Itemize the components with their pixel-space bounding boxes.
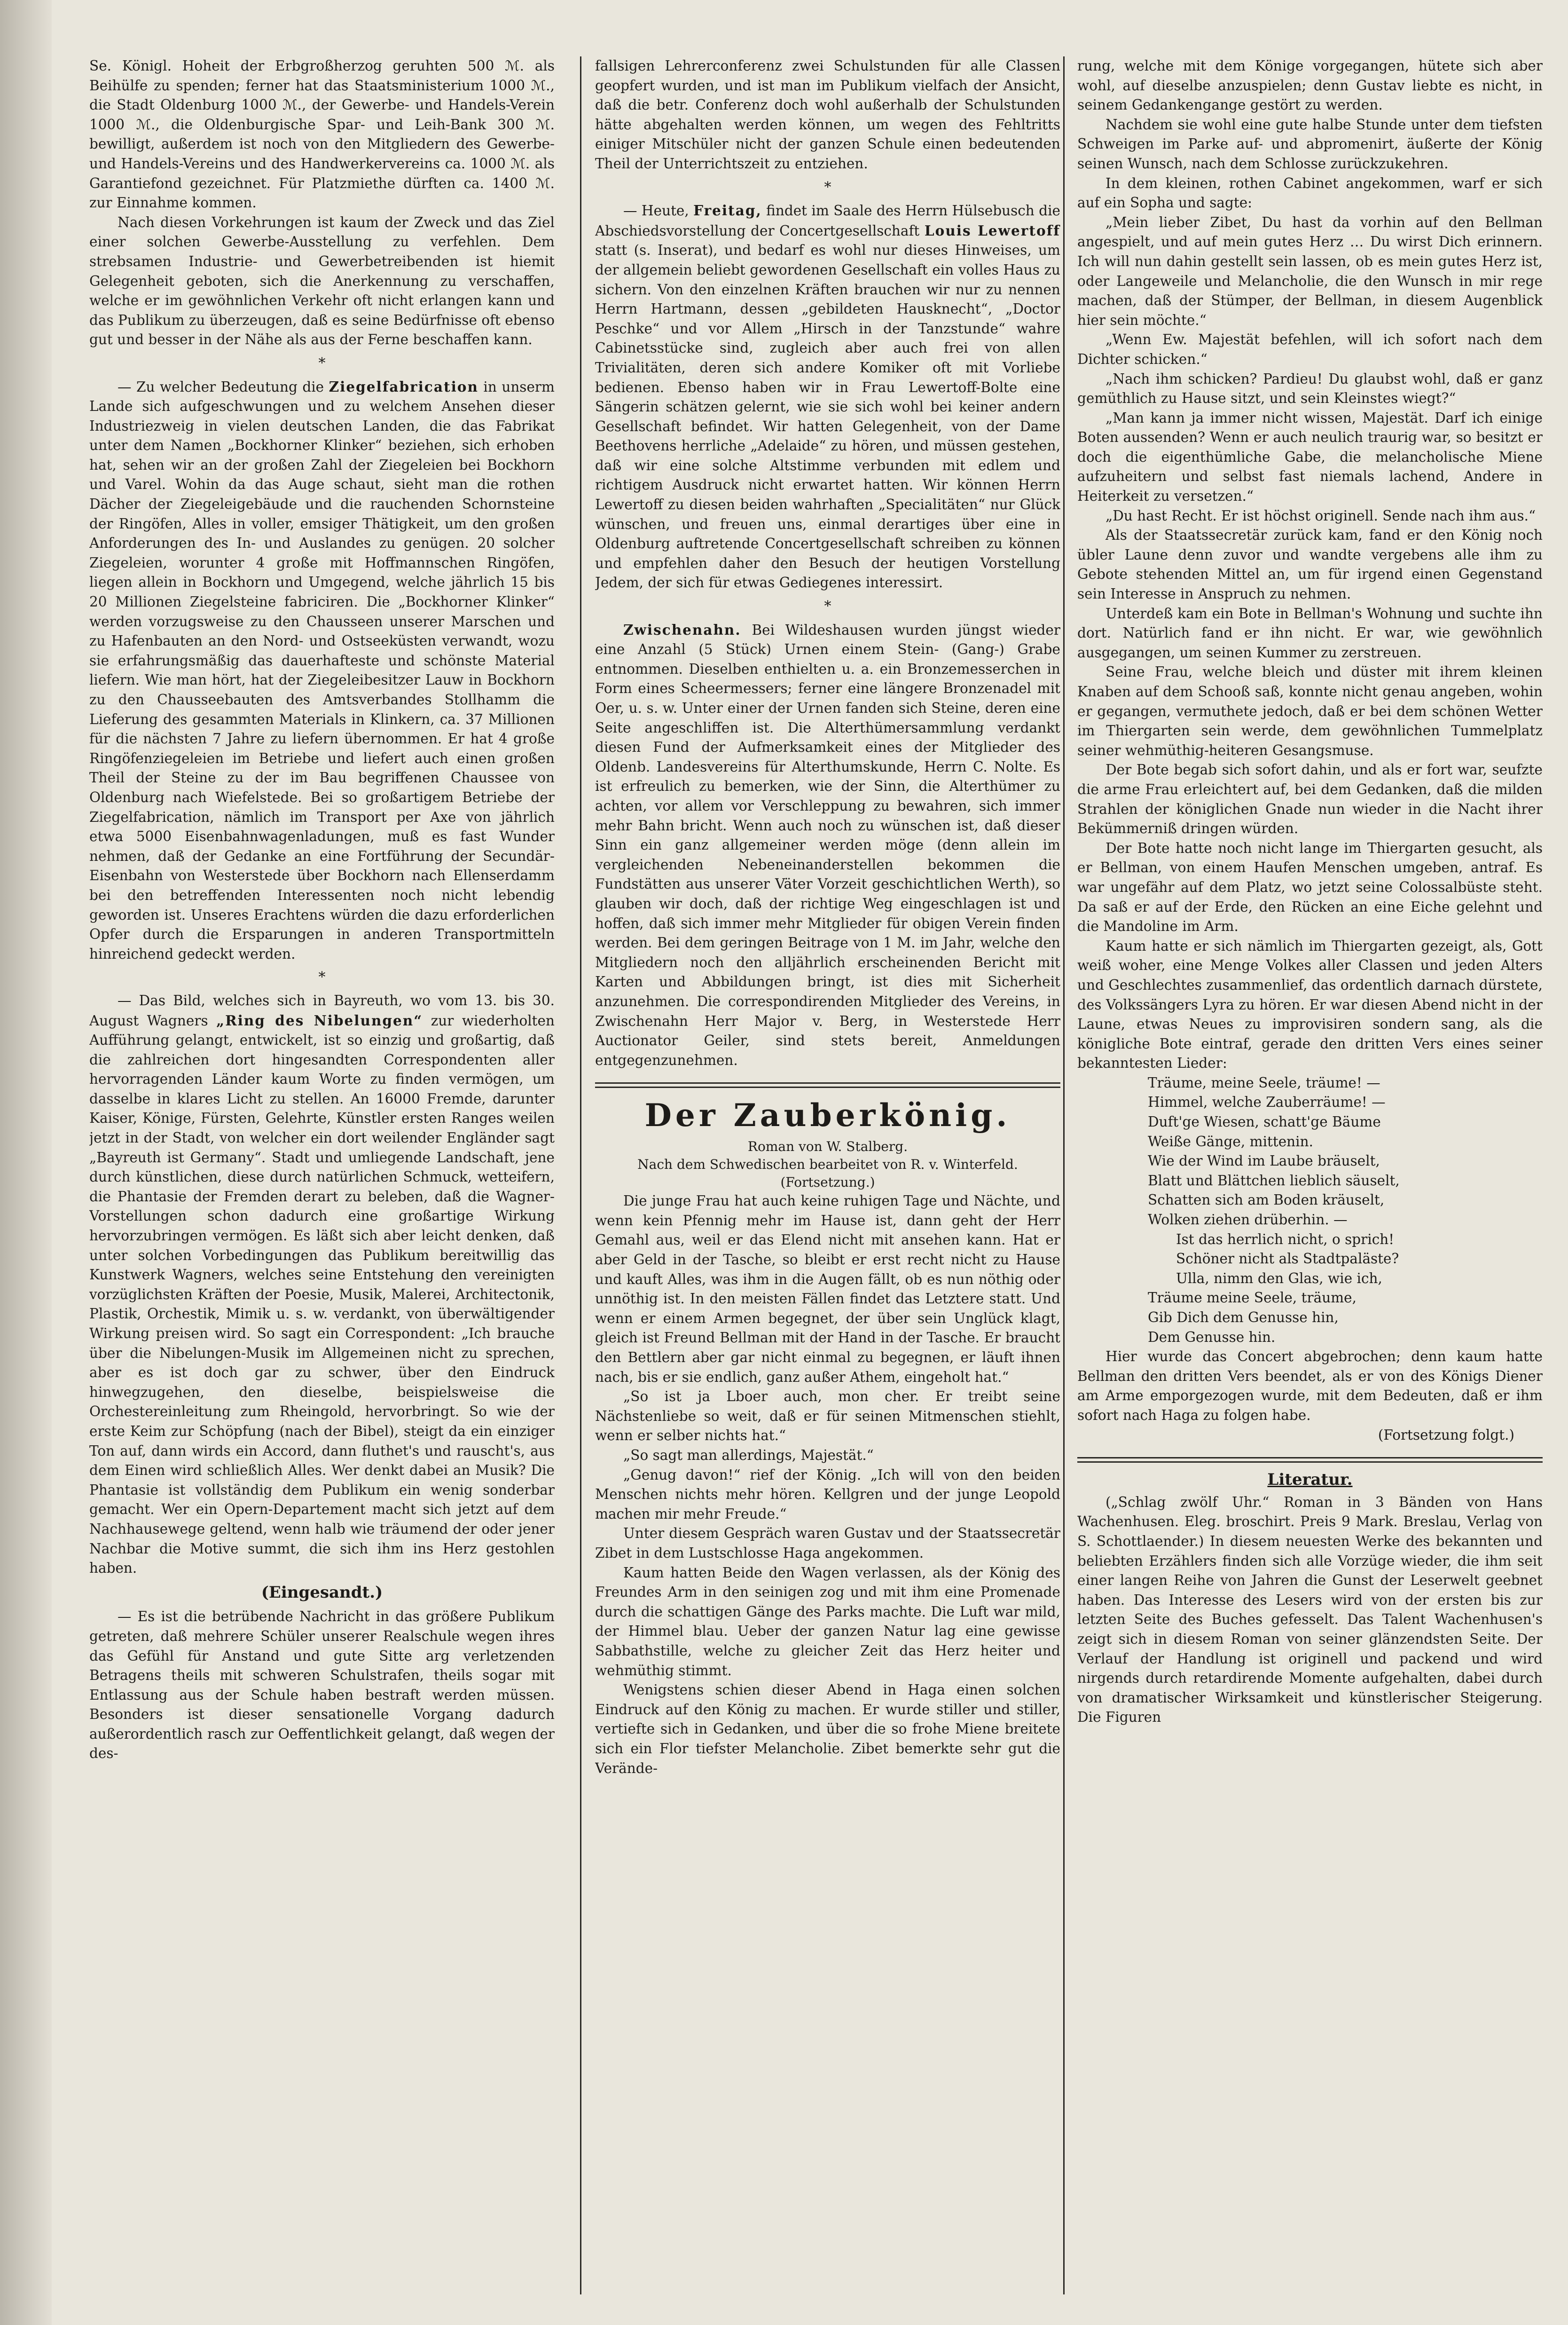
serial-paragraph: „Man kann ja immer nicht wissen, Majestät. Darf ich einige Boten aussenden? Wenn er auch neulich traurig war, so besitzt er doch die eigenthümliche Gabe, die melancholische Miene aufzuheitern und selbst fast niemals lachend, Andere in Heiterkeit zu versetzen.“ [1077,410,1543,504]
article-concert [595,201,1060,593]
verse-line: Duft'ge Wiesen, schatt'ge Bäume [1148,1114,1381,1130]
serial-to-be-continued: (Fortsetzung folgt.) [1378,1427,1514,1443]
serial-paragraph: Unter diesem Gespräch waren Gustav und der Staatssecretär Zibet in dem Lustschlosse Haga angekommen. [595,1525,1060,1561]
article-concert-intro: — Heute, [623,203,689,219]
article-bayreuth-keyword: „Ring des Nibelungen“ [216,1012,423,1029]
literature-rule [1077,1457,1543,1463]
serial-paragraph: Als der Staatssecretär zurück kam, fand er den König noch übler Laune denn zuvor und wandte vergebens alle ihm zu Gebote stehenden Mittel an, um für irgend einen Gegenstand sein Interesse in Anspruch zu nehmen. [1077,527,1543,602]
article-bayreuth-body: zur wiederholten Aufführung gelangt, entwickelt, ist so einzig und großartig, daß die zahlreichen dort hingesandten Correspondenten aller hervorragenden Länder kaum Worte zu finden vermögen, um dasselbe in klares Licht zu stellen. An 16000 Fremde, darunter Kaiser, Könige, Fürsten, Gelehrte, Künstler ersten Ranges weilen jetzt in der Stadt, von welcher ein dort weilender Engländer sagt „Bayreuth ist Germany“. Stadt und umliegende Landschaft, jene durch künstlichen, diese durch natürlichen Schmuck, wetteifern, die Phantasie der Fremden derart zu beleben, daß die Wagner-Vorstellungen schon dadurch eine großartige Wirkung hervorzubringen vermögen. Es läßt sich aber leicht denken, daß unter solchen Vorbedingungen das Publikum bereitwillig das Kunstwerk Wagners, welches seine Entstehung den vereinigten vorzüglichsten Kräften der Poesie, Musik, Malerei, Architectonik, Plastik, Orchestik, Mimik u. s. w. verdankt, von überwältigender Wirkung preisen wird. So sagt ein Correspondent: „Ich brauche über die Nibelungen-Musik im Allgemeinen nicht zu sprechen, aber es ist doch gar zu schwer, über den Eindruck hinwegzugehen, den dieselbe, beispielsweise die Orchestereinleitung zum Rheingold, hervorbringt. So wie der erste Keim zur Schöpfung (nach der Bibel), steigt da ein einziger Ton auf, dann wirds ein Accord, dann fluthet's und rauscht's, aus dem Einen wird schließlich Alles. Wer denkt dabei an Musik? Die Phantasie ist vollständig dem Publikum ein wenig sonderbar gemacht. Wer ein Opern-Departement macht sich jetzt auf dem Nachhausewege geltend, wenn halb wie träumend der oder jener Nachbar die Motive summt, die sich ihm ins Herz gestohlen haben. [89,1012,555,1576]
article-concert-text1: findet im Saale des Herrn Hülsebusch die Abschiedsvorstellung der Concertgesellschaft [595,203,1060,239]
column-rule [1063,56,1065,2294]
serial-paragraph: „Wenn Ew. Majestät befehlen, will ich sofort nach dem Dichter schicken.“ [1077,331,1543,367]
feuilleton-rule [595,1082,1060,1088]
verse-line: Ulla, nimm den Glas, wie ich, [1176,1270,1382,1286]
serial-continuation: (Fortsetzung.) [780,1174,875,1190]
article-zwischenahn [595,620,1060,1071]
article-zwischenahn-place: Zwischenahn. [623,621,741,638]
article-bayreuth [89,991,555,1578]
article-concert-day: Freitag, [693,202,762,219]
verse-line: Gib Dich dem Genusse hin, [1148,1309,1339,1325]
section-heading-literatur: Literatur. [1267,1470,1353,1490]
serial-title: Der Zauberkönig. [644,1097,1011,1134]
article-brick-intro: — Zu welcher Bedeutung die [118,378,324,395]
article-realschule-cont: fallsigen Lehrerconferenz zwei Schulstunden für alle Classen geopfert wurden, und ist man im Publikum vielfach der Ansicht, daß die betr. Conferenz doch wohl außerhalb der Schulstunden hätte abgehalten werden können, um wegen des Fehltritts einiger Mitschüler nicht der ganzen Schule einen bedeutenden Theil der Unterrichtszeit zu entziehen. [595,58,1060,172]
serial-paragraph: Nachdem sie wohl eine gute halbe Stunde unter dem tiefsten Schweigen im Parke auf- und abpromenirt, äußerte der König seinen Wunsch, nach dem Schlosse zurückzukehren. [1077,116,1543,172]
verse-line: Wie der Wind im Laube bräuselt, [1148,1153,1380,1169]
section-separator: * [318,969,326,986]
verse-line: Träume, meine Seele, träume! — [1148,1074,1380,1091]
serial-paragraph: In dem kleinen, rothen Cabinet angekommen, warf er sich auf ein Sopha und sagte: [1077,175,1543,211]
verse-line: Schöner nicht als Stadtpaläste? [1176,1251,1399,1267]
serial-paragraph: Kaum hatte er sich nämlich im Thiergarten gezeigt, als, Gott weiß woher, eine Menge Volkes aller Classen und jeden Alters und Geschlechtes zusammenlief, das ordentlich darnach dürstete, des Volkssängers Lyra zu hören. Er war diesen Abend nicht in der Laune, etwas Neues zu improvisiren sondern sang, als die königliche Bote eintraf, gerade den dritten Vers eines seiner bekanntesten Lieder: [1077,938,1543,1072]
serial-translation: Nach dem Schwedischen bearbeitet von R. v. Winterfeld. [637,1157,1018,1173]
article-bayreuth-intro: — Das Bild, welches sich in Bayreuth, wo vom 13. bis 30. August Wagners [89,992,555,1029]
article-zwischenahn-body: Bei Wildeshausen wurden jüngst wieder eine Anzahl (5 Stück) Urnen einem Stein- (Gang-) Grabe entnommen. Dieselben enthielten u. a. ein Bronzemesserchen in Form eines Scheermessers; ferner eine längere Bronzenadel mit Oer, u. s. w. Unter einer der Urnen fanden sich Steine, deren eine Seite angeschliffen ist. Die Alterthümersammlung verdankt diesen Fund der Aufmerksamkeit eines der Mitglieder des Oldenb. Landesvereins für Alterthumskunde, Herrn C. Nolte. Es ist erfreulich zu bemerken, wie der Sinn, die Alterthümer zu achten, vor allem vor Verschleppung zu bewahren, sich immer mehr Bahn bricht. Wenn auch noch zu wünschen ist, daß dieser Sinn ein ganz allgemeiner werden möge (denn allein im vergleichenden Nebeneinanderstellen bekommen die Fundstätten aus unserer Väter Vorzeit geschichtlichen Werth), so glauben wir doch, daß der richtige Weg eingeschlagen ist und hoffen, daß sich immer mehr Mitglieder für obigen Verein finden werden. Bei dem geringen Beitrage von 1 M. im Jahr, welche den Mitgliedern noch den alljährlich erscheinenden Bericht mit Karten und Abbildungen bringt, ist dies mit Sicherheit anzunehmen. Die correspondirenden Mitglieder des Vereins, in Zwischenahn Herr Major v. Berg, in Westerstede Herr Auctionator Geiler, sind stets bereit, Anmeldungen entgegenzunehmen. [595,622,1060,1068]
serial-paragraph: „Genug davon!“ rief der König. „Ich will von den beiden Menschen nichts mehr hören. Kellgren und der junge Leopold machen mir mehr Freude.“ [595,1466,1060,1522]
article-brick-keyword: Ziegelfabrication [329,378,478,395]
serial-paragraph: Seine Frau, welche bleich und düster mit ihrem kleinen Knaben auf dem Schooß saß, konnte nicht genau angeben, wohin er gegangen, vermuthete jedoch, daß er bei dem schönen Wetter im Thiergarten sein werde, dem gewöhnlichen Tummelplatz seiner wehmüthig-heiteren Gesangsmuse. [1077,664,1543,758]
article-concert-name: Louis Lewertoff [924,222,1060,239]
serial-paragraph: „Mein lieber Zibet, Du hast da vorhin auf den Bellman angespielt, und auf mein gutes Herz … Du wirst Dich erinnern. Ich will nun dahin gestellt sein lassen, ob es mein gutes Herz ist, oder Langeweile und Melancholie, die den Wunsch in mir rege machen, daß der Stümper, der Bellman, in diesem Augenblick hier sein möchte.“ [1077,214,1543,328]
song-verse [1077,1073,1543,1347]
binding-shadow [0,0,52,2325]
verse-line: Ist das herrlich nicht, o sprich! [1176,1231,1395,1247]
section-separator: * [318,355,326,371]
serial-paragraph: Unterdeß kam ein Bote in Bellman's Wohnung und suchte ihn dort. Natürlich fand er ihn nicht. Er war, wie gewöhnlich ausgegangen, um seinen Kummer zu zerstreuen. [1077,605,1543,661]
verse-line: Himmel, welche Zauberräume! — [1148,1094,1386,1111]
literature-review: („Schlag zwölf Uhr.“ Roman in 3 Bänden von Hans Wachenhusen. Eleg. broschirt. Preis 9 Mark. Breslau, Verlag von S. Schottlaender.) In diesem neuesten Werke des bekannten und beliebten Erzählers finden sich alle Vorzüge wieder, die ihm seit einer langen Reihe von Jahren die Gunst der Leserwelt geebnet haben. Das Interesse des Lesers wird von der ersten bis zur letzten Seite des Buches gefesselt. Das Talent Wachenhusen's zeigt sich in diesem Roman von seiner glänzendsten Seite. Der Verlauf der Handlung ist originell und packend und wird nirgends durch retardirende Momente aufgehalten, dabei durch von dramatischer Wirksamkeit und künstlerischer Steigerung. Die Figuren [1077,1494,1543,1726]
article-exhibition-purpose: Nach diesen Vorkehrungen ist kaum der Zweck und das Ziel einer solchen Gewerbe-Ausstellung zu verfehlen. Dem strebsamen Industrie- und Gewerbetreibenden ist hiemit Gelegenheit geboten, sich die Anerkennung zu verschaffen, welche er im gewöhnlichen Verkehr oft nicht erlangen kann und das Publikum zu überzeugen, daß es seine Bedürfnisse oft ebenso gut und besser in der Nähe als aus der Ferne beschaffen kann. [89,214,555,348]
column-3 [1077,56,1543,2294]
serial-byline: Roman von W. Stalberg. [747,1139,908,1155]
serial-paragraph: Der Bote hatte noch nicht lange im Thiergarten gesucht, als er Bellman, von einem Haufen Menschen umgeben, antraf. Es war ungefähr auf dem Platz, wo jetzt seine Colossalbüste steht. Da saß er auf der Erde, den Rücken an eine Eiche gelehnt und die Mandoline im Arm. [1077,840,1543,935]
article-brick-body: in unserm Lande sich aufgeschwungen und zu welchem Ansehen dieser Industriezweig in vielen deutschen Landen, die das Fabrikat unter dem Namen „Bockhorner Klinker“ beziehen, sich erhoben hat, sehen wir an der großen Zahl der Ziegeleien bei Bockhorn und Varel. Wohin da das Auge schaut, sieht man die rothen Dächer der Ziegeleigebäude und die rauchenden Schornsteine der Ringöfen, Alles in voller, emsiger Thätigkeit, um den großen Anforderungen des In- und Auslandes zu genügen. 20 solcher Ziegeleien, worunter 4 große mit Hoffmannschen Ringöfen, liegen allein in Bockhorn und Umgegend, welche jährlich 15 bis 20 Millionen Ziegelsteine fabriciren. Die „Bockhorner Klinker“ werden vorzugsweise zu den Chausseen unserer Marschen und zu Hafenbauten an den Nord- und Ostseeküsten verwandt, wozu sie erfahrungsmäßig das dauerhafteste und schönste Material liefern. Wie man hört, hat der Ziegeleibesitzer Lauw in Bockhorn zu den Chausseebauten des Amtsverbandes Stollhamm die Lieferung des gesammten Materials in Klinkern, ca. 37 Millionen für die nächsten 7 Jahre zu liefern übernommen. Er hat 4 große Ringöfenziegeleien im Betriebe und liefert auch einen großen Theil der Steine zu der im Bau begriffenen Chaussee von Oldenburg nach Wiefelstede. Bei so großartigem Betriebe der Ziegelfabrication, nämlich im Transport per Axe von jährlich etwa 5000 Eisenbahnwagenladungen, muß es fast Wunder nehmen, daß der Gedanke an eine Fortführung der Secundär-Eisenbahn von Westerstede über Bockhorn nach Ellenserdamm bei den betreffenden Interessenten noch nicht lebendig geworden ist. Unseres Erachtens würden die dazu erforderlichen Opfer durch die Ersparungen in anderen Transportmitteln hinreichend gedeckt werden. [89,378,555,962]
verse-line: Weiße Gänge, mittenin. [1148,1133,1313,1150]
column-2 [595,56,1060,2294]
serial-paragraph: „Du hast Recht. Er ist höchst originell. Sende nach ihm aus.“ [1105,507,1536,524]
section-separator: * [824,179,831,196]
serial-paragraph: Hier wurde das Concert abgebrochen; denn kaum hatte Bellman den dritten Vers beendet, als er von des Königs Diener am Arme emporgezogen wurde, mit dem Bedeuten, daß er ihm sofort nach Haga zu folgen habe. [1077,1348,1543,1423]
verse-line: Dem Genusse hin. [1148,1329,1276,1345]
verse-line: Schatten sich am Boden kräuselt, [1148,1192,1385,1208]
verse-line: Träume meine Seele, träume, [1148,1290,1356,1306]
article-brick-industry [89,377,555,964]
verse-line: Blatt und Blättchen lieblich säuselt, [1148,1172,1400,1189]
serial-paragraph: rung, welche mit dem Könige vorgegangen, hütete sich aber wohl, auf dieselbe anzuspielen; denn Gustav liebte es nicht, in seinem Gedankengange gestört zu werden. [1077,58,1543,113]
serial-paragraph: Kaum hatten Beide den Wagen verlassen, als der König des Freundes Arm in den seinigen zog und mit ihm eine Promenade durch die schattigen Gänge des Parks machte. Die Luft war mild, der Himmel blau. Ueber der ganzen Natur lag eine gewisse Sabbathstille, welche zu gleicher Zeit das Herz heiter und wehmüthig stimmt. [595,1564,1060,1679]
serial-paragraph: „So ist ja Lboer auch, mon cher. Er treibt seine Nächstenliebe so weit, daß er für seinen Mitmenschen stiehlt, wenn er selber nichts hat.“ [595,1388,1060,1444]
serial-paragraph: „So sagt man allerdings, Majestät.“ [623,1447,874,1463]
serial-paragraph: „Nach ihm schicken? Pardieu! Du glaubst wohl, daß er ganz gemüthlich zu Hause sitzt, und sein Kleinstes wiegt?“ [1077,370,1543,407]
serial-paragraph: Wenigstens schien dieser Abend in Haga einen solchen Eindruck auf den König zu machen. Er wurde stiller und stiller, vertiefte sich in Gedanken, und über die so frohe Miene breitete sich ein Flor tiefster Melancholie. Zibet bemerkte sehr gut die Verände- [595,1682,1060,1776]
article-realschule: — Es ist die betrübende Nachricht in das größere Publikum getreten, daß mehrere Schüler unserer Realschule wegen ihres das Gefühl für Anstand und gute Sitte arg verletzenden Betragens theils mit schweren Schulstrafen, theils sogar mit Entlassung aus der Schule haben bestraft werden müssen. Besonders ist dieser sensationelle Vorgang dadurch außerordentlich rasch zur Oeffentlichkeit gelangt, daß wegen der des- [89,1608,555,1762]
serial-paragraph: Die junge Frau hat auch keine ruhigen Tage und Nächte, und wenn kein Pfennig mehr im Hause ist, dann geht der Herr Gemahl aus, weil er das Elend nicht mit ansehen kann. Hat er aber Geld in der Tasche, so bleibt er erst recht nicht zu Hause und kauft Alles, was ihm in die Augen fällt, ob es nun nöthig oder unnöthig ist. In den meisten Fällen findet das Letztere statt. Und wenn er einem Armen begegnet, der über sein Unglück klagt, gleich ist Freund Bellman mit der Hand in der Tasche. Er braucht den Bettlern aber gar nicht einmal zu begegnen, er läuft ihnen nach, bis er sie endlich, ganz außer Athem, eingeholt hat.“ [595,1193,1060,1385]
verse-line: Wolken ziehen drüberhin. — [1148,1212,1348,1228]
article-concert-text2: statt (s. Inserat), und bedarf es wohl nur dieses Hinweises, um der allgemein beliebt gewordenen Gesellschaft ein volles Haus zu sichern. Von den einzelnen Kräften brauchen wir nur zu nennen Herrn Hartmann, dessen „gebildeten Hausknecht“, „Doctor Peschke“ und vor Allem „Hirsch in der Tanzstunde“ wahre Cabinetsstücke sind, zugleich aber auch frei von allen Trivialitäten, deren sich andere Komiker oft mit Vorliebe bedienen. Ebenso haben wir in Frau Lewertoff-Bolte eine Sängerin schätzen gelernt, wie sie sich wohl bei keiner andern Gesellschaft befindet. Wir hatten Gelegenheit, von der Dame Beethovens herrliche „Adelaide“ zu hören, und müssen gestehen, daß wir eine solche Altstimme verbunden mit edlem und richtigem Ausdruck nicht erwartet hatten. Wir können Herrn Lewertoff zu diesen beiden wahrhaften „Specialitäten“ nur Glück wünschen, und freuen uns, einmal derartiges über eine in Oldenburg auftretende Concertgesellschaft schreiben zu können und empfehlen daher den Besuch der heutigen Vorstellung Jedem, der sich für etwas Gediegenes interessirt. [595,242,1060,591]
section-separator: * [824,598,831,615]
column-1 [89,56,555,2294]
section-heading-eingesandt: (Eingesandt.) [261,1583,383,1602]
serial-paragraph: Der Bote begab sich sofort dahin, und als er fort war, seufzte die arme Frau erleichtert auf, bei dem Gedanken, daß die milden Strahlen der königlichen Gnade nun wieder in die Nacht ihrer Bekümmerniß dringen würden. [1077,762,1543,837]
article-exhibition-funding: Se. Königl. Hoheit der Erbgroßherzog geruhten 500 ℳ. als Beihülfe zu spenden; ferner hat das Staatsministerium 1000 ℳ., die Stadt Oldenburg 1000 ℳ., der Gewerbe- und Handels-Verein 1000 ℳ., die Oldenburgische Spar- und Leih-Bank 300 ℳ. bewilligt, außerdem ist noch von den Mitgliedern des Gewerbe- und Handels-Vereins und des Handwerkervereins ca. 1000 ℳ. als Garantiefond gezeichnet. Für Platzmiethe dürften ca. 1400 ℳ. zur Einnahme kommen. [89,58,555,211]
column-rule [580,56,581,2294]
